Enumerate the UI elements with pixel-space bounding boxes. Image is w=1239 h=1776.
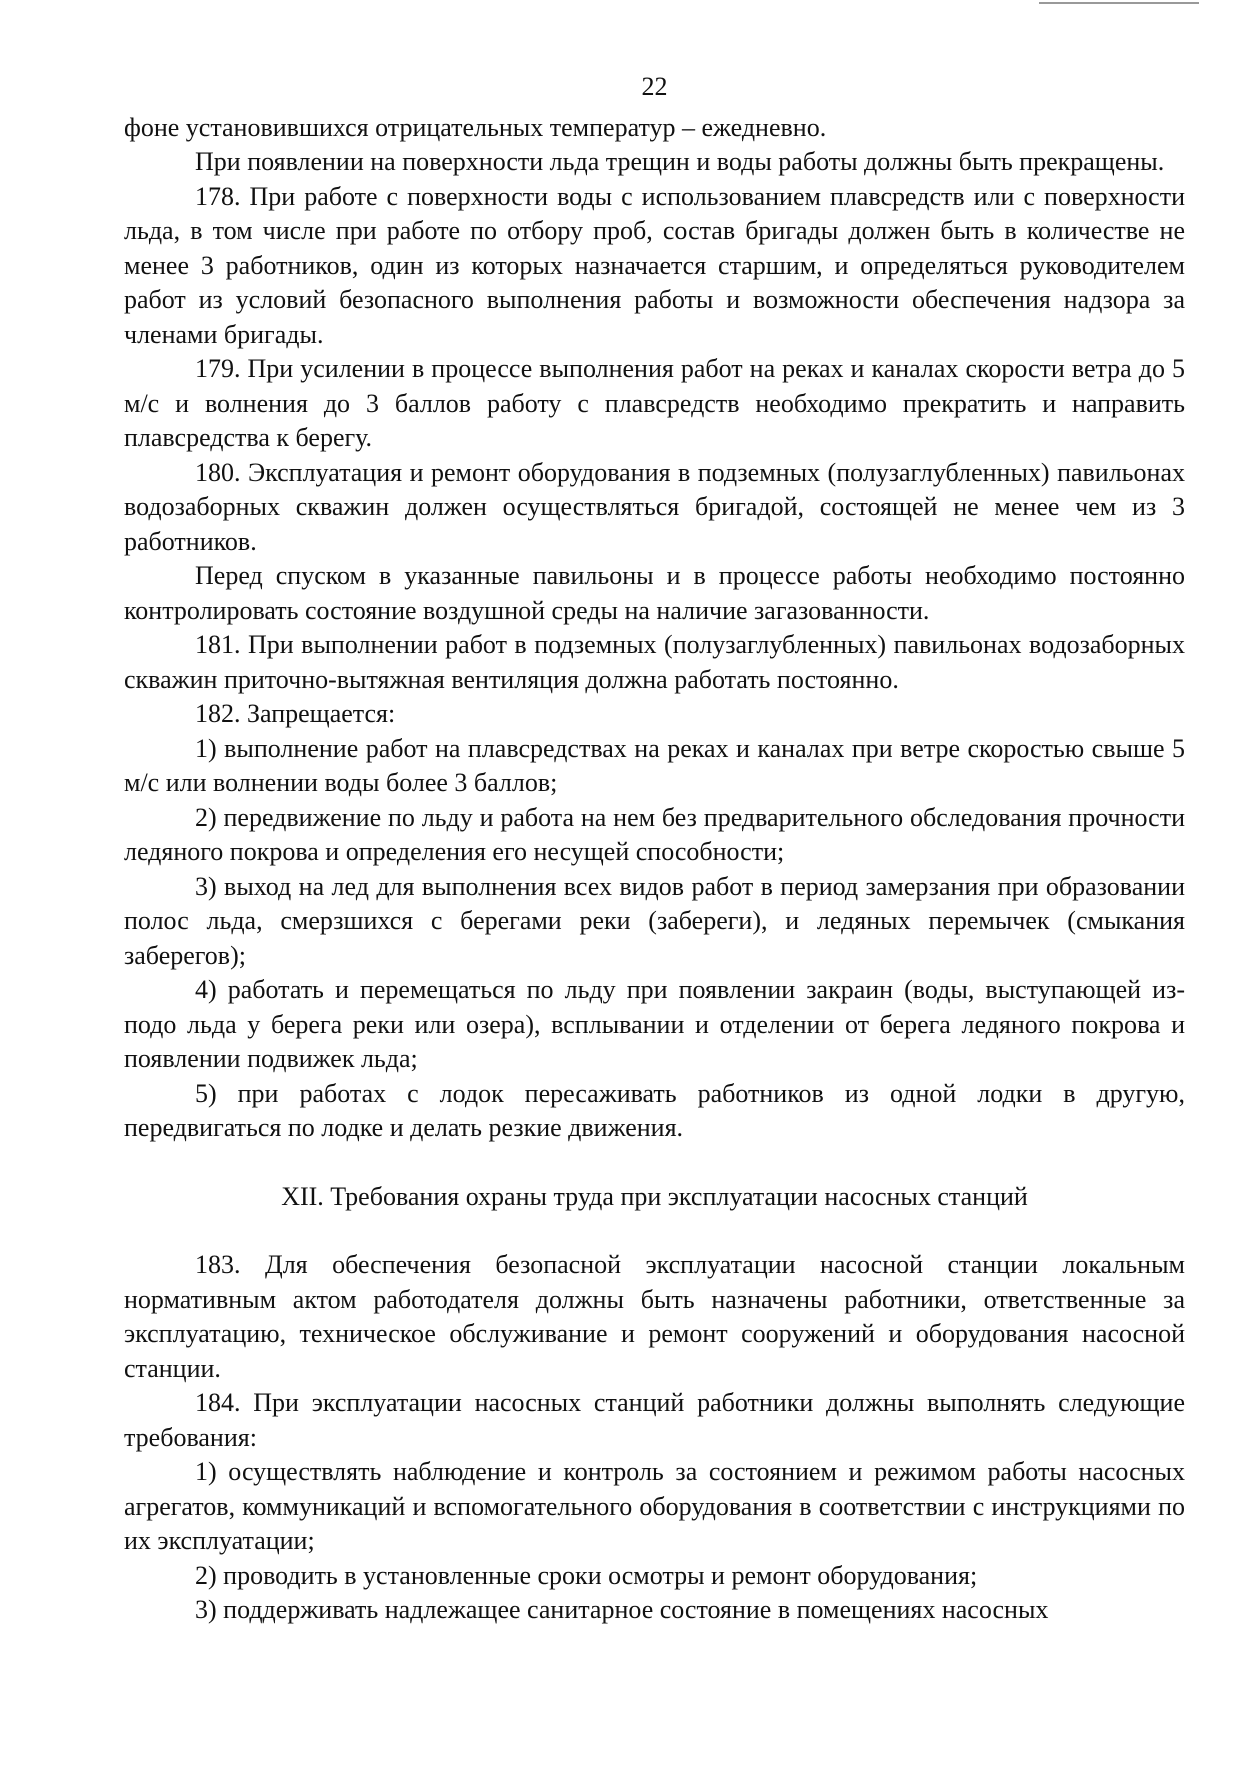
paragraph: 2) проводить в установленные сроки осмотры и ремонт оборудования; <box>195 1560 978 1590</box>
scan-edge-line <box>1039 2 1199 4</box>
paragraph: 182. Запрещается: <box>195 699 396 728</box>
paragraph: 3) поддерживать надлежащее санитарное состояние в помещениях насосных <box>195 1595 1049 1624</box>
section-heading: XII. Требования охраны труда при эксплуатации насосных станций <box>281 1181 1028 1211</box>
paragraph: фоне установившихся отрицательных температур – ежедневно. <box>124 112 827 142</box>
paragraph: 4) работать и перемещаться по льду при появлении закраин (воды, выступающей из-подо льда у берега реки или озера), всплывании и отделении от берега ледяного покрова и появлении подвижек льда; <box>124 975 1185 1073</box>
paragraph: 2) передвижение по льду и работа на нем без предварительного обследования прочности ледяного покрова и определения его несущей способности; <box>124 802 1185 866</box>
document-body <box>124 70 1185 1628</box>
paragraph: 180. Эксплуатация и ремонт оборудования в подземных (полузаглубленных) павильонах водозаборных скважин должен осуществляться бригадой, состоящей не менее чем из 3 работников. <box>124 457 1185 556</box>
paragraph: 181. При выполнении работ в подземных (полузаглубленных) павильонах водозаборных скважин приточно-вытяжная вентиляция должна работать постоянно. <box>124 630 1185 694</box>
paragraph: 3) выход на лед для выполнения всех видов работ в период замерзания при образовании полос льда, смерзшихся с берегами реки (забереги), и ледяных перемычек (смыкания заберегов); <box>124 871 1185 970</box>
paragraph: 184. При эксплуатации насосных станций работники должны выполнять следующие требования: <box>124 1388 1185 1452</box>
page-number: 22 <box>641 72 668 101</box>
paragraph: При появлении на поверхности льда трещин и воды работы должны быть прекращены. <box>195 147 1165 176</box>
paragraph: 183. Для обеспечения безопасной эксплуатации насосной станции локальным нормативным актом работодателя должны быть назначены работники, ответственные за эксплуатацию, техническое обслуживание и ремонт сооружений и оборудования насосной станции. <box>124 1250 1185 1383</box>
paragraph: 178. При работе с поверхности воды с использованием плавсредств или с поверхности льда, в том числе при работе по отбору проб, состав бригады должен быть в количестве не менее 3 работников, один из которых назначается старшим, и определяться руководителем работ из условий безопасного выполнения работы и возможности обеспечения надзора за членами бригады. <box>124 181 1185 349</box>
paragraph: 179. При усилении в процессе выполнения работ на реках и каналах скорости ветра до 5 м/с и волнения до 3 баллов работу с плавсредств необходимо прекратить и направить плавсредства к берегу. <box>124 354 1185 452</box>
paragraph: Перед спуском в указанные павильоны и в процессе работы необходимо постоянно контролировать состояние воздушной среды на наличие загазованности. <box>124 561 1185 625</box>
paragraph: 1) осуществлять наблюдение и контроль за состоянием и режимом работы насосных агрегатов, коммуникаций и вспомогательного оборудования в соответствии с инструкциями по их эксплуатации; <box>124 1457 1185 1555</box>
paragraph: 5) при работах с лодок пересаживать работников из одной лодки в другую, передвигаться по лодке и делать резкие движения. <box>124 1078 1185 1142</box>
paragraph-group-b <box>124 1248 1185 1628</box>
paragraph-group-a <box>124 111 1185 1146</box>
paragraph: 1) выполнение работ на плавсредствах на реках и каналах при ветре скоростью свыше 5 м/с или волнении воды более 3 баллов; <box>124 733 1185 797</box>
